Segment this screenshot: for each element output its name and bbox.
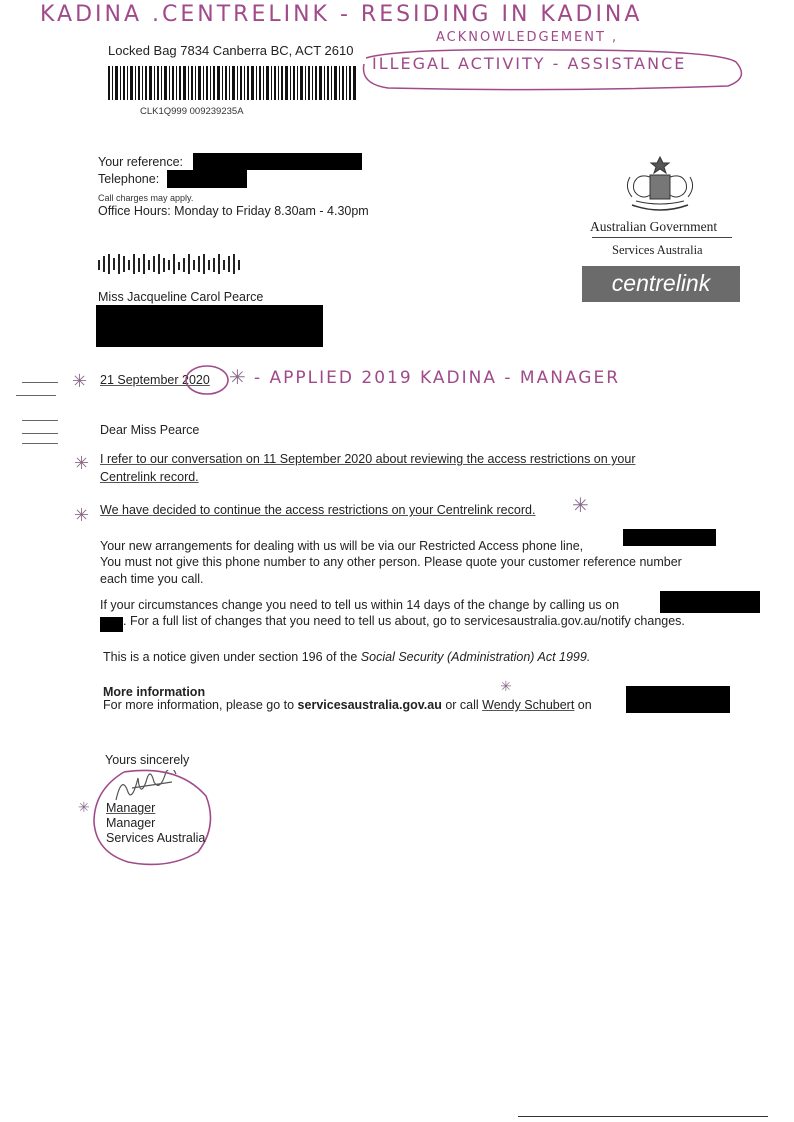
paragraph-1-line-1: I refer to our conversation on 11 September 2020 about reviewing the access restrictions on your (100, 452, 636, 466)
act-title: Social Security (Administration) Act 1999. (360, 650, 591, 664)
asterisk-mark-icon: ✳ (72, 371, 88, 391)
changes-phone-redaction (660, 591, 760, 613)
asterisk-mark-icon: ✳ (74, 453, 90, 473)
margin-mark (22, 420, 58, 421)
coat-of-arms-icon (620, 155, 700, 217)
call-charges: Call charges may apply. (98, 193, 194, 203)
signatory-title: Manager (106, 816, 156, 830)
paragraph-5 (103, 650, 590, 664)
handwritten-applied: - APPLIED 2019 KADINA - MANAGER (254, 368, 620, 388)
paragraph-2: We have decided to continue the access restrictions on your Centrelink record. (100, 503, 536, 517)
year-circle (184, 362, 232, 398)
paragraph-3-line-2: You must not give this phone number to any other person. Please quote your customer reference number (100, 555, 682, 569)
asterisk-mark-icon: ✳ (500, 678, 512, 694)
closing: Yours sincerely (105, 753, 190, 767)
paragraph-1-line-2: Centrelink record. (100, 470, 199, 484)
australian-government: Australian Government (590, 219, 718, 234)
handwritten-heading: KADINA .CENTRELINK - RESIDING IN KADINA (40, 2, 643, 27)
letter-date: 21 September 2020 (100, 373, 210, 387)
margin-mark (22, 433, 58, 434)
more-info-link[interactable]: servicesaustralia.gov.au (297, 698, 442, 712)
address-redaction (96, 305, 323, 347)
sender-address: Locked Bag 7834 Canberra BC, ACT 2610 (108, 43, 354, 58)
paragraph-4-line-2: . For a full list of changes that you need to tell us about, go to servicesaustralia.gov.au/notify changes. (123, 614, 685, 628)
more-info-mid: or call (441, 698, 483, 712)
margin-mark (16, 395, 56, 396)
phone-line-redaction (623, 529, 716, 546)
asterisk-mark-icon: ✳ (74, 505, 90, 525)
telephone-redaction (167, 170, 247, 188)
barcode (108, 66, 360, 100)
services-australia-logo: Services Australia (612, 243, 703, 257)
signatory-organisation: Services Australia (106, 831, 206, 845)
asterisk-mark-icon: ✳ (572, 495, 589, 517)
margin-mark (22, 382, 58, 383)
paragraph-4-line-1: If your circumstances change you need to tell us within 14 days of the change by calling us on (100, 598, 620, 612)
changes-phone-redaction-2 (100, 617, 123, 632)
office-hours: Office Hours: Monday to Friday 8.30am - 4.30pm (98, 204, 369, 218)
contact-name: Wendy Schubert (482, 698, 575, 712)
page-edge-line (518, 1116, 768, 1117)
paragraph-5-prefix: This is a notice given under section 196 of the (103, 650, 361, 664)
more-info-heading: More information (103, 685, 206, 699)
paragraph-3-line-3: each time you call. (100, 572, 204, 586)
more-info-line (103, 698, 592, 712)
handwritten-illegal-activity: ILLEGAL ACTIVITY - ASSISTANCE (372, 54, 687, 73)
contact-phone-redaction (626, 686, 730, 713)
asterisk-mark-icon: ✳ (229, 367, 246, 389)
margin-mark (22, 443, 58, 444)
more-info-prefix: For more information, please go to (103, 698, 298, 712)
handwritten-acknowledgement: ACKNOWLEDGEMENT , (436, 30, 619, 45)
signature-manager-overlay: Manager (106, 801, 156, 815)
paragraph-3-line-1: Your new arrangements for dealing with us will be via our Restricted Access phone line, (100, 539, 584, 553)
barcode-id: CLK1Q999 009239235A (140, 106, 244, 117)
recipient-name: Miss Jacqueline Carol Pearce (98, 290, 264, 304)
salutation: Dear Miss Pearce (100, 423, 200, 437)
telephone-label: Telephone: (98, 172, 160, 186)
postal-barcode (98, 254, 248, 274)
logo-divider (592, 237, 732, 238)
centrelink-logo: centrelink (611, 270, 711, 296)
your-reference-label: Your reference: (98, 155, 184, 169)
more-info-suffix: on (574, 698, 592, 712)
asterisk-mark-icon: ✳ (78, 799, 90, 815)
reference-redaction (193, 153, 362, 170)
